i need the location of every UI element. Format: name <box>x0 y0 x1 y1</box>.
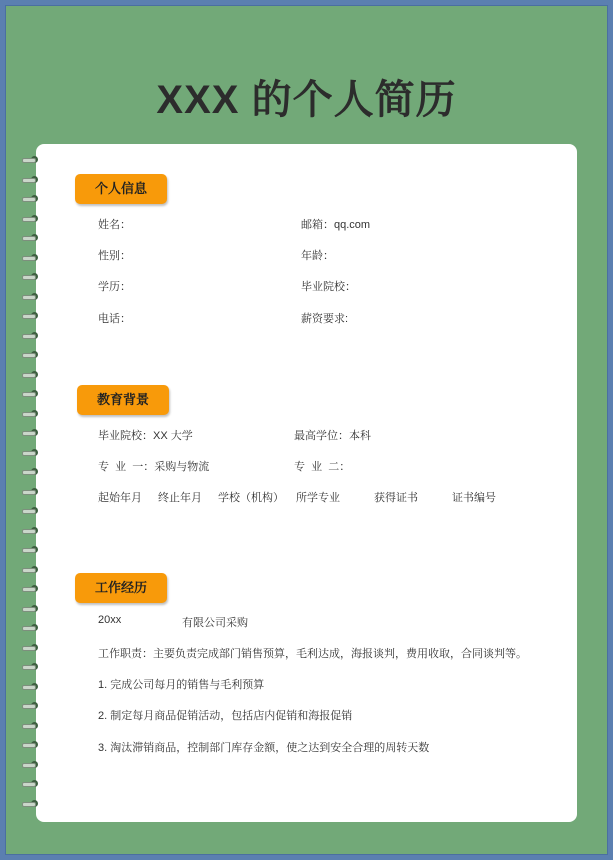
column-certificate: 获得证书 <box>374 492 418 504</box>
binding-ring <box>22 215 40 222</box>
column-start-date: 起始年月 <box>98 492 142 504</box>
binding-ring <box>22 332 40 339</box>
binding-ring <box>22 156 40 163</box>
binding-ring <box>22 429 40 436</box>
work-duties: 工作职责：主要负责完成部门销售预算，毛利达成，海报谈判，费用收取，合同谈判等。 <box>98 648 527 660</box>
page-title: XXX 的个人简历 <box>156 78 457 122</box>
binding-ring <box>22 741 40 748</box>
binding-ring <box>22 254 40 261</box>
binding-ring <box>22 663 40 670</box>
binding-ring <box>22 566 40 573</box>
binding-ring <box>22 488 40 495</box>
binding-ring <box>22 468 40 475</box>
section-heading-education: 教育背景 <box>77 385 169 415</box>
column-end-date: 终止年月 <box>158 492 202 504</box>
binding-ring <box>22 780 40 787</box>
binding-ring <box>22 683 40 690</box>
binding-ring <box>22 234 40 241</box>
salary-label: 薪资要求: <box>301 313 349 325</box>
age-label: 年龄： <box>301 250 334 262</box>
binding-ring <box>22 390 40 397</box>
binding-ring <box>22 176 40 183</box>
gender-label: 性别： <box>98 250 131 262</box>
section-heading-personal: 个人信息 <box>75 174 167 204</box>
degree-label: 学历： <box>98 281 131 293</box>
work-item: 3. 淘汰滞销商品，控制部门库存金额，使之达到安全合理的周转天数 <box>98 742 430 754</box>
email-label: 邮箱：qq.com <box>301 219 371 231</box>
binding-ring <box>22 449 40 456</box>
phone-label: 电话： <box>98 313 131 325</box>
binding-ring <box>22 546 40 553</box>
work-item: 1. 完成公司每月的销售与毛利预算 <box>98 679 265 691</box>
education-highest-degree: 最高学位：本科 <box>294 430 371 442</box>
binding-ring <box>22 722 40 729</box>
column-certificate-number: 证书编号 <box>452 492 496 504</box>
binding-ring <box>22 761 40 768</box>
column-major: 所学专业 <box>296 492 340 504</box>
education-major-two: 专 业 二： <box>294 461 351 473</box>
binding-ring <box>22 800 40 807</box>
binding-ring <box>22 351 40 358</box>
binding-ring <box>22 195 40 202</box>
school-label: 毕业院校： <box>301 281 356 293</box>
binding-ring <box>22 507 40 514</box>
binding-ring <box>22 312 40 319</box>
binding-ring <box>22 605 40 612</box>
column-school: 学校（机构） <box>218 492 284 504</box>
binding-ring <box>22 644 40 651</box>
binding-ring <box>22 702 40 709</box>
binding-ring <box>22 410 40 417</box>
spiral-binding <box>22 156 46 826</box>
binding-ring <box>22 527 40 534</box>
section-heading-work: 工作经历 <box>75 573 167 603</box>
binding-ring <box>22 293 40 300</box>
work-period: 20xx <box>98 614 122 626</box>
resume-page <box>5 5 608 855</box>
binding-ring <box>22 273 40 280</box>
work-company: 有限公司采购 <box>182 617 248 629</box>
work-item: 2. 制定每月商品促销活动，包括店内促销和海报促销 <box>98 710 353 722</box>
education-major-one: 专 业 一：采购与物流 <box>98 461 210 473</box>
binding-ring <box>22 371 40 378</box>
name-label: 姓名： <box>98 219 131 231</box>
binding-ring <box>22 585 40 592</box>
education-school: 毕业院校：XX 大学 <box>98 430 193 442</box>
binding-ring <box>22 624 40 631</box>
